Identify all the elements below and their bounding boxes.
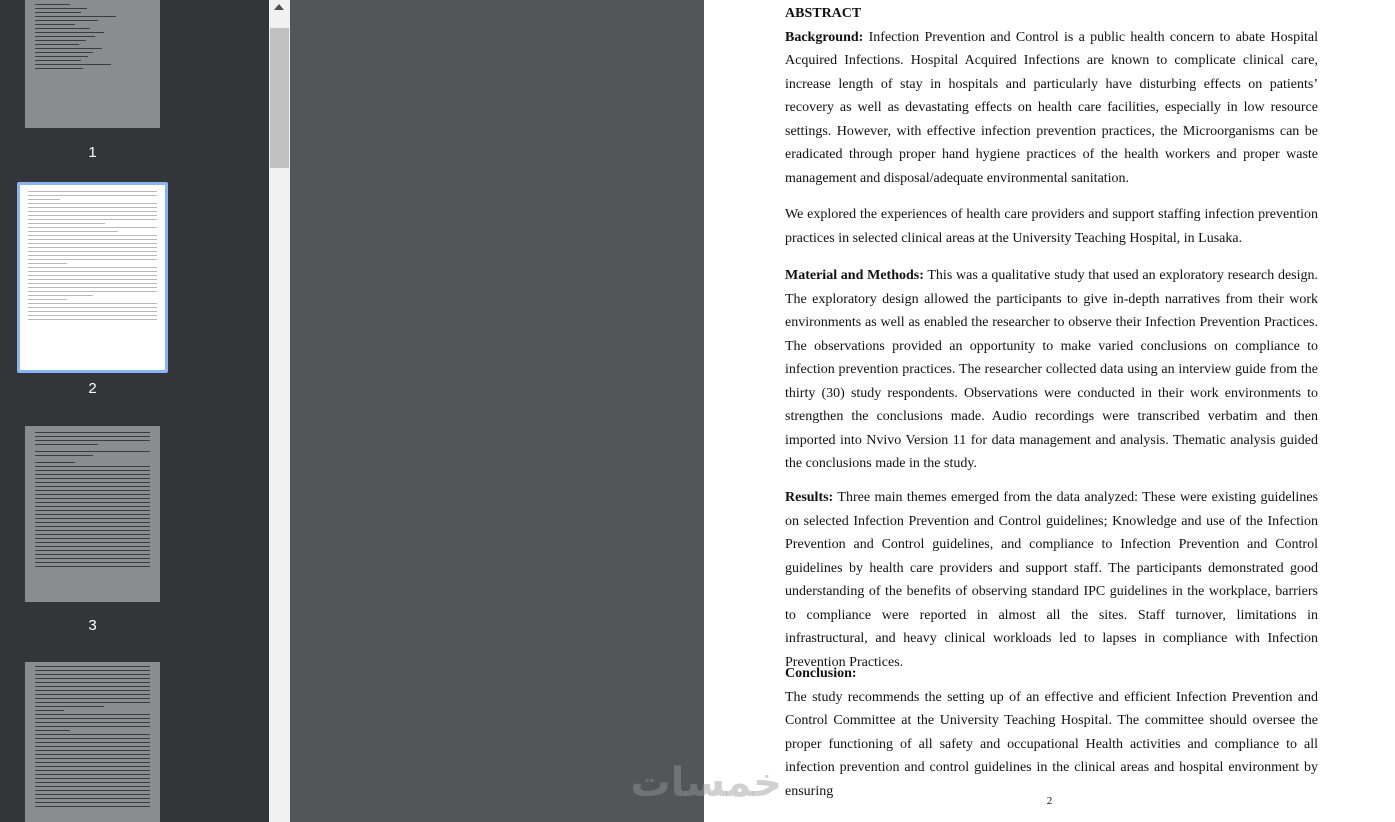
results-label: Results:: [785, 490, 834, 505]
page-thumbnail-number: 2: [88, 380, 97, 397]
conclusion-label: Conclusion:: [785, 666, 857, 681]
page-thumbnail-1[interactable]: [25, 0, 160, 128]
abstract-heading: ABSTRACT: [785, 6, 862, 21]
thumbnail-sidebar: [0, 0, 269, 822]
watermark-logo: خمسات: [630, 760, 782, 806]
results-text: Three main themes emerged from the data analyzed: These were existing guidelines on selected Infection Prevention and Control guidelines; Knowledge and use of the Infection Prevention and Control guidelines, and compliance to Infection Prevention and Control guidelines by health care providers and support staff. The participants demonstrated good understanding of the benefits of observing standard IPC guidelines in the workplace, barriers to compliance were reported in almost all the sites. Staff turnover, limitations in infrastructural, and heavy clinical workloads led to lapses in compliance with Infection Prevention Practices.: [785, 490, 1318, 670]
explored-paragraph: We explored the experiences of health care providers and support staffing infection prevention practices in selected clinical areas at the University Teaching Hospital, in Lusaka.: [785, 207, 1318, 246]
page-thumbnail-number: 1: [88, 144, 97, 161]
scroll-up-arrow-icon[interactable]: [274, 4, 284, 10]
scrollbar-thumb[interactable]: [270, 28, 289, 168]
methods-text: This was a qualitative study that used an exploratory research design. The exploratory design allowed the participants to give in-depth narratives from their work environments as well as enabled the researcher to observe their Infection Prevention Practices. The observations provided an opportunity to make varied conclusions on compliance to infection prevention practices. The researcher collected data using an interview guide from the thirty (30) study respondents. Observations were conducted in their work environments to strengthen the conclusions made. Audio recordings were transcribed verbatim and then imported into Nvivo Version 11 for data management and analysis. Thematic analysis guided the conclusions made in the study.: [785, 268, 1319, 471]
background-text: Infection Prevention and Control is a public health concern to abate Hospital Acquired Infections. Hospital Acquired Infections are known to complicate clinical care, increase length of stay in hospitals and particularly have disturbing effects on patients’ recovery as well as devastating effects on health care facilities, especially in low resource settings. However, with effective infection prevention practices, the Microorganisms can be eradicated through proper hand hygiene practices of the health workers and proper waste management and disposal/adequate environmental sanitation.: [785, 29, 1318, 186]
viewer-background: [290, 0, 704, 822]
conclusion-text: The study recommends the setting up of an effective and efficient Infection Prevention and Control Committee at the University Teaching Hospital. The committee should oversee the proper functioning of all safety and occupational Health activities and compliance to all infection prevention and control guidelines in the clinical areas and hospital environment by ensuring: [785, 689, 1318, 799]
background-label: Background:: [785, 29, 864, 45]
page-thumbnail-3[interactable]: [25, 426, 160, 602]
page-number: 2: [1046, 795, 1053, 807]
sidebar-scrollbar[interactable]: [269, 0, 290, 822]
page-thumbnail-2-selected[interactable]: [17, 182, 168, 373]
methods-label: Material and Methods:: [785, 268, 924, 283]
page-thumbnail-number: 3: [88, 617, 97, 634]
page-thumbnail-4[interactable]: [25, 662, 160, 822]
document-page: [704, 0, 1395, 822]
